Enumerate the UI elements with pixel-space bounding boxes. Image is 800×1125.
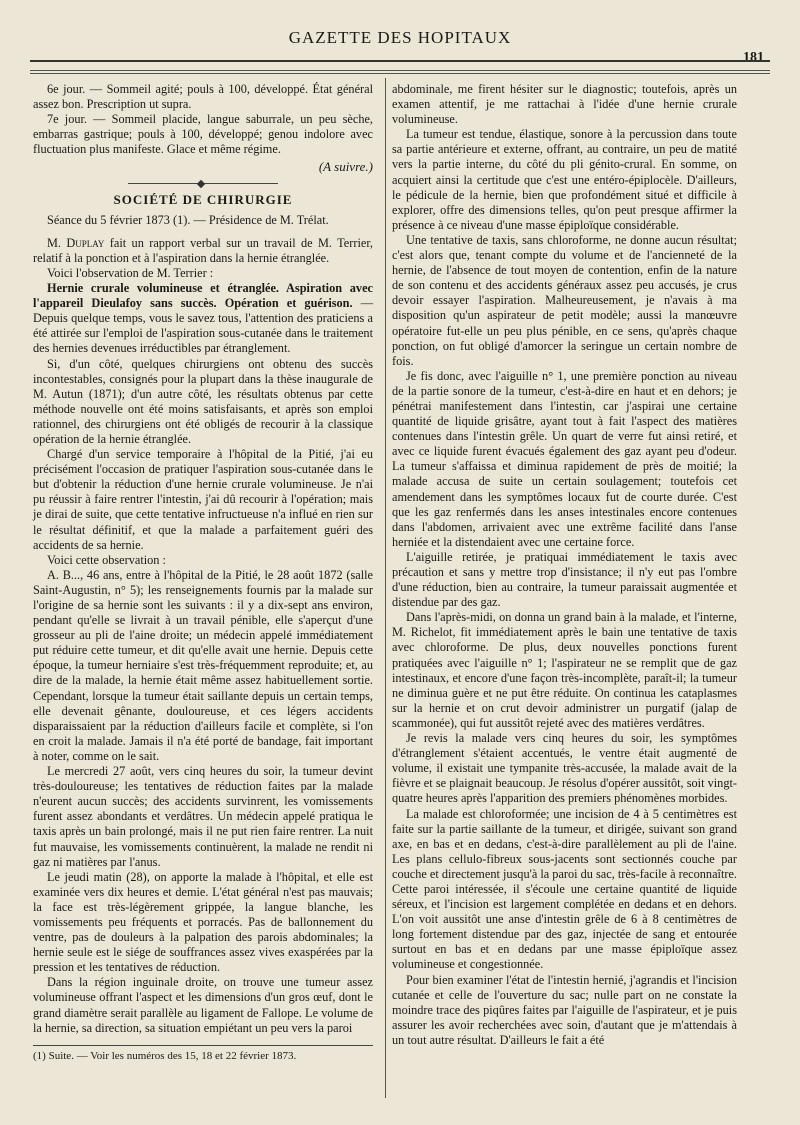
footnote: (1) Suite. — Voir les numéros des 15, 18 et 22 février 1873. bbox=[33, 1050, 297, 1062]
paragraph: 7e jour. — Sommeil placide, langue saburrale, un peu sèche, embarras gastrique; pouls à 100, développé; genou indolore avec fluctuation plus manifeste. Glace et même régime. bbox=[33, 112, 373, 157]
paragraph: Je revis la malade vers cinq heures du soir, les symptômes d'étranglement s'étaient accentués, le ventre était augmenté de volume, il existait une tympanite très-accusée, la malade avait de la fièvre et se plaignait beaucoup. Je résolus d'opérer aussitôt, soit vingt-quatre heures après l'apparition des premiers phénomènes morbides. bbox=[392, 731, 737, 806]
paragraph-text: — Depuis quelque temps, vous le savez tous, l'attention des praticiens a été attirée sur l'emploi de l'aspiration sous-cutanée dans le traitement des hernies devenues irréductibles par étranglement. bbox=[33, 296, 374, 356]
paragraph: 6e jour. — Sommeil agité; pouls à 100, développé. État général assez bon. Prescription ut supra. bbox=[33, 82, 373, 112]
header-rule-double-top bbox=[30, 70, 770, 71]
paragraph: A. B..., 46 ans, entre à l'hôpital de la Pitié, le 28 août 1872 (salle Saint-Augustin, n° 5); les renseignements fournis par la malade sur l'origine de sa hernie sont les suivants : il y a dix-sept ans environ, pendant qu'elle se livrait à un travail pénible, elle s'aperçut d'une grosseur au pli de l'aine droite; un médecin appelé immédiatement put réduire cette tumeur, et dit qu'elle avait une hernie. Depuis cette époque, la tumeur herniaire s'est très-fréquemment reproduite; et, au dire de la malade, la hernie était même assez habituellement sortie. Cependant, lorsque la tumeur était saillante depuis un certain temps, elle devenait gênante, douloureuse, et ces légers accidents disparaissaient par la réduction d'ailleurs facile et complète, si l'on en croit la malade. Jamais il n'a été porté de bandage, fait important à noter, comme on le sait. bbox=[33, 567, 373, 763]
paragraph: Chargé d'un service temporaire à l'hôpital de la Pitié, j'ai eu précisément l'occasion de pratiquer l'aspiration sous-cutanée dans le but d'obtenir la réduction d'une hernie crurale volumineuse. Je n'ai pu réussir à faire rentrer l'intestin, j'ai dû recourir à l'opération; mais je dirai de suite, que cette tentative infructueuse n'a influé en rien sur le résultat définitif, et que la malade a parfaitement guéri des accidents de sa hernie. bbox=[33, 447, 373, 552]
journal-title: GAZETTE DES HOPITAUX bbox=[288, 28, 512, 47]
page-number: 181 bbox=[743, 50, 764, 65]
right-column bbox=[392, 82, 737, 1048]
paragraph: Le jeudi matin (28), on apporte la malade à l'hôpital, et elle est examinée vers dix heures et demie. L'état général n'est pas mauvais; la face est très-légèrement grippée, la langue blanche, les vomissements peu fréquents et porracés. Pas de ballonnement du ventre, pas de douleurs à la palpation des parois abdominales; la hernie seule est le siége de souffrances assez vives exaspérées par la pression et les tentatives de réduction. bbox=[33, 869, 373, 975]
to-be-continued: (A suivre.) bbox=[318, 159, 373, 175]
paragraph: Une tentative de taxis, sans chloroforme, ne donne aucun résultat; c'est alors que, tenant compte du volume et de l'ancienneté de la hernie, de l'absence de tout moyen de contention, enfin de la nature de son contenu et des accidents généraux assez peu accusés, je crus devoir essayer l'aspiration. Malheureusement, je n'avais à ma disposition qu'un aspirateur de petit modèle; aussi la manœuvre opératoire fut-elle un peu plus pénible, en ce sens, qu'après chaque ponction, on fut obligé d'amorcer la seringue un certain nombre de fois. bbox=[392, 232, 737, 368]
header-rule-double-bottom bbox=[30, 73, 770, 74]
paragraph: Dans la région inguinale droite, on trouve une tumeur assez volumineuse offrant l'aspect et les dimensions d'un gros œuf, dont le grand diamètre serait parallèle au ligament de Fallope. Le volume de la hernie, sa direction, sa situation empiétant un peu vers la paroi bbox=[33, 975, 373, 1035]
masthead bbox=[30, 18, 770, 70]
paragraph: abdominale, me firent hésiter sur le diagnostic; toutefois, après un examen attentif, je me rattachai à l'idée d'une hernie crurale volumineuse. bbox=[392, 82, 737, 127]
author-name: M. Duplay bbox=[47, 235, 105, 250]
paragraph: Le mercredi 27 août, vers cinq heures du soir, la tumeur devint très-douloureuse; les tentatives de réduction faites par la malade n'eurent aucun succès; des accidents survinrent, les vomissements furent assez abondants et verdâtres. Un médecin appelé pratiqua le taxis après un bain prolongé, mais il ne put rien faire rentrer. La nuit fut mauvaise, les vomissements continuèrent, la malade ne rendit ni gaz ni matières par l'anus. bbox=[33, 764, 373, 869]
left-column bbox=[33, 82, 373, 1036]
header-rule bbox=[30, 60, 770, 62]
paragraph: Dans l'après-midi, on donna un grand bain à la malade, et l'interne, M. Richelot, fit immédiatement après le bain une tentative de taxis avec chloroforme. De plus, deux nouvelles ponctions furent pratiquées avec l'aiguille n° 1; l'aspirateur ne se remplit que de gaz intestinaux, et encore d'une façon très-incomplète, paraît-il; la tumeur ne diminua guère et ne put être réduite. On continua les cataplasmes sur la hernie et on crut devoir administrer un purgatif (jalap de scammonée), qui fut aussitôt rejeté avec des matières verdâtres. bbox=[392, 610, 737, 730]
section-divider bbox=[128, 183, 278, 188]
paragraph: La malade est chloroformée; une incision de 4 à 5 centimètres est faite sur la partie saillante de la tumeur, et dirigée, suivant son grand axe, en bas et en dedans, c'est-à-dire parallèlement au pli de l'aine. Les plans cellulo-fibreux sous-jacents sont sectionnés couche par couche et directement jusqu'à la paroi du sac, très-facile à reconnaître. Cette paroi intéressée, il s'écoule une certaine quantité de liquide séreux, et l'incision est largement complétée en dedans et en dehors. L'on voit aussitôt une anse d'intestin grêle de 6 à 8 centimètres de long fortement distendue par des gaz, injectée de sang et entourée surtout en bas et en dedans par une masse épiploïque assez volumineuse et congestionnée. bbox=[392, 806, 737, 972]
footnote-rule bbox=[33, 1045, 373, 1046]
paragraph: Voici cette observation : bbox=[47, 552, 166, 567]
case-heading: Hernie crurale volumineuse et étranglée. Aspiration avec l'appareil Dieulafoy sans succès. Opération et guérison. bbox=[33, 281, 373, 311]
paragraph-text: fait un rapport verbal sur un travail de M. Terrier, relatif à la ponction et à l'aspiration dans la hernie étranglée. bbox=[33, 235, 374, 265]
paragraph: Je fis donc, avec l'aiguille n° 1, une première ponction au niveau de la partie sonore de la tumeur, c'est-à-dire en haut et en dehors; je pénétrai manifestement dans l'intestin, car j'aspirai une certaine quantité de liquide grisâtre, ayant tout à fait l'aspect des matières contenues dans l'intestin grêle. Un quart de verre fut ainsi retiré, et avec ce liquide furent évacués également des gaz ayant peu d'odeur. La tumeur s'affaissa et diminua rapidement de près de moitié; la malade accusa de suite un certain soulagement; toutefois cet amendement dans les symptômes locaux fut de courte durée. C'est que les gaz renfermés dans les anses intestinales encore contenues dans l'abdomen, arrivaient avec une extrême facilité dans l'anse herniée et la distendaient avec une certaine force. bbox=[392, 368, 737, 549]
column-separator bbox=[385, 78, 386, 1098]
paragraph: Voici l'observation de M. Terrier : bbox=[47, 265, 214, 280]
paragraph bbox=[33, 236, 373, 266]
paragraph: Pour bien examiner l'état de l'intestin hernié, j'agrandis et l'incision cutanée et celle de l'ouverture du sac; nulle part on ne constate la moindre trace des piqûres faites par l'aiguille de l'aspirateur, et je puis assurer les avoir recherchées avec soin, d'autant que je m'attendais à un tout autre résultat. D'ailleurs le fait a été bbox=[392, 972, 737, 1047]
section-title: SOCIÉTÉ DE CHIRURGIE bbox=[113, 191, 293, 207]
paragraph: L'aiguille retirée, je pratiquai immédiatement le taxis avec précaution et sans y mettre trop d'insistance; il n'y eut pas l'ombre d'une réduction, bien au contraire, la tumeur paraissait augmentée et distendue par des gaz. bbox=[392, 549, 737, 610]
paragraph: La tumeur est tendue, élastique, sonore à la percussion dans toute sa partie antérieure et externe, offrant, au contraire, un peu de matité vers la partie interne, du côté du pli génito-crural. En somme, on acquiert ainsi la certitude que c'est une entéro-épiplocèle. D'ailleurs, le pédicule de la hernie, bien que profondément situé et difficile à explorer, offre des dimensions telles, qu'on peut presque affirmer la présence à ce niveau d'une masse épiploïque considérable. bbox=[392, 127, 737, 232]
paragraph: Si, d'un côté, quelques chirurgiens ont obtenu des succès incontestables, consignés pour la plupart dans la thèse inaugurale de M. Autun (1871); d'un autre côté, les résultats obtenus par cette méthode nouvelle ont été moins satisfaisants, et après son emploi rationnel, des chirurgiens ont été obligés de recourir à la classique opération de la hernie étranglée. bbox=[33, 356, 373, 446]
paragraph bbox=[33, 281, 373, 356]
session-line: Séance du 5 février 1873 (1). — Présidence de M. Trélat. bbox=[47, 212, 329, 227]
